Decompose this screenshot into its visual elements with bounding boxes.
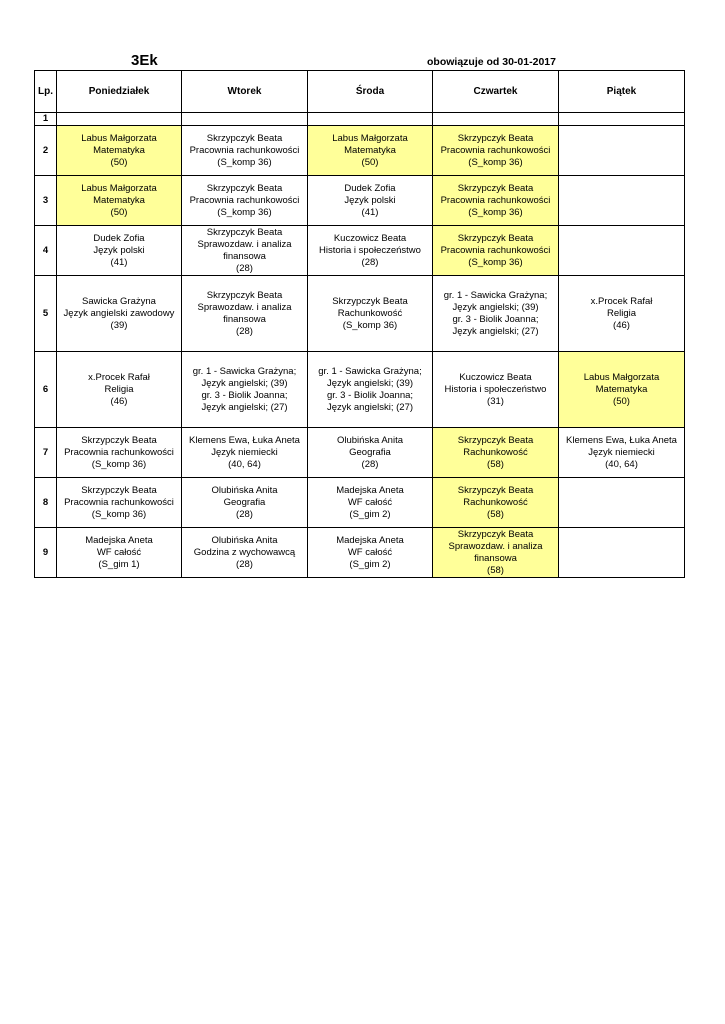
lesson-text-line: WF całość [347,546,393,558]
lesson-cell-wednesday [308,113,433,126]
lesson-text-line: x.Procek Rafał [88,371,150,383]
lesson-text-line: Dudek Zofia [93,232,145,244]
lesson-text-line: Język angielski zawodowy [63,307,175,319]
lesson-cell-wednesday [308,276,433,352]
lesson-text-line: Labus Małgorzata [332,132,408,144]
lesson-cell-tuesday [182,478,308,528]
lesson-text-line: Język niemiecki [211,446,278,458]
lesson-text-line: (S_komp 36) [342,319,398,331]
lesson-text-line: Skrzypczyk Beata [206,132,283,144]
lesson-cell-thursday [433,226,559,276]
lesson-cell-monday [57,113,182,126]
lesson-text-line: Skrzypczyk Beata [206,182,283,194]
column-header-monday: Poniedziałek [57,71,182,113]
lesson-cell-thursday [433,478,559,528]
lesson-cell-monday [57,478,182,528]
lesson-cell-thursday [433,428,559,478]
lesson-text-line: Historia i społeczeństwo [319,244,421,256]
lesson-cell-tuesday [182,226,308,276]
lesson-text-line: (58) [487,508,504,520]
lesson-text-line: (28) [361,256,379,268]
lesson-text-line: Rachunkowość [337,307,403,319]
lesson-number: 8 [35,478,57,528]
lesson-text-line: Pracownia rachunkowości [440,244,551,256]
lesson-text-line: (S_gim 2) [349,558,391,570]
lesson-cell-friday [559,276,685,352]
lesson-cell-monday [57,226,182,276]
column-header-thursday: Czwartek [433,71,559,113]
lesson-cell-friday [559,226,685,276]
lesson-cell-thursday [433,276,559,352]
lesson-text-line: Sprawozdaw. i analiza [197,238,292,250]
lesson-row [35,352,685,428]
lesson-text-line: Język angielski; (39) [201,377,288,389]
lesson-cell-monday [57,176,182,226]
lesson-text-line: Język angielski; (27) [326,401,414,413]
lesson-row [35,428,685,478]
lesson-cell-monday [57,528,182,578]
lesson-text-line: Olubińska Anita [211,534,278,546]
lesson-text-line: (S_komp 36) [468,156,523,168]
lesson-cell-friday [559,352,685,428]
lesson-text-line: Język niemiecki [588,446,655,458]
lesson-text-line: (S_komp 36) [468,206,523,218]
timetable [34,70,685,578]
lesson-text-line: Sprawozdaw. i analiza [197,301,292,313]
lesson-text-line: Madejska Aneta [336,484,404,496]
lesson-text-line: (58) [487,458,504,470]
lesson-text-line: Język angielski; (39) [452,301,539,313]
lesson-cell-thursday [433,528,559,578]
lesson-number: 4 [35,226,57,276]
lesson-text-line: Skrzypczyk Beata [457,528,534,540]
lesson-number: 5 [35,276,57,352]
lesson-cell-tuesday [182,528,308,578]
lesson-cell-friday [559,176,685,226]
lesson-text-line: Język angielski; (27) [452,325,539,337]
lesson-text-line: (40, 64) [228,458,261,470]
lesson-text-line: WF całość [347,496,393,508]
lesson-cell-friday [559,126,685,176]
lesson-cell-wednesday [308,528,433,578]
lesson-text-line: Język polski [93,244,145,256]
lesson-text-line: (50) [613,395,630,407]
lesson-text-line: x.Procek Rafał [590,295,653,307]
lesson-text-line: Rachunkowość [463,496,528,508]
lesson-text-line: finansowa [223,313,266,325]
lesson-cell-thursday [433,176,559,226]
lesson-text-line: Godzina z wychowawcą [193,546,296,558]
lesson-text-line: (S_gim 1) [98,558,140,570]
lesson-text-line: (28) [236,508,253,520]
lesson-row [35,176,685,226]
lesson-cell-friday [559,113,685,126]
lesson-text-line: (28) [236,558,253,570]
lesson-cell-thursday [433,113,559,126]
column-header-friday: Piątek [559,71,685,113]
lesson-number: 7 [35,428,57,478]
lesson-cell-friday [559,528,685,578]
lesson-number: 9 [35,528,57,578]
lesson-cell-tuesday [182,176,308,226]
lesson-text-line: Sprawozdaw. i analiza [448,540,543,552]
lesson-text-line: Język polski [344,194,396,206]
lesson-cell-friday [559,478,685,528]
lesson-text-line: Skrzypczyk Beata [457,434,534,446]
header-row [35,71,685,113]
lesson-text-line: (46) [613,319,630,331]
lesson-text-line: Język angielski; (27) [201,401,288,413]
lesson-cell-tuesday [182,428,308,478]
lesson-text-line: (39) [110,319,128,331]
lesson-text-line: Rachunkowość [463,446,528,458]
lesson-text-line: Matematyka [344,144,396,156]
lesson-text-line: Skrzypczyk Beata [332,295,408,307]
lesson-text-line: Skrzypczyk Beata [457,484,534,496]
lesson-text-line: Matematyka [93,144,145,156]
lesson-text-line: Skrzypczyk Beata [457,132,534,144]
lesson-text-line: Kuczowicz Beata [459,371,532,383]
lesson-row [35,113,685,126]
lesson-number: 3 [35,176,57,226]
lesson-text-line: Język angielski; (39) [326,377,414,389]
lesson-row [35,478,685,528]
lesson-cell-thursday [433,126,559,176]
lesson-text-line: (50) [361,156,379,168]
lesson-text-line: gr. 3 - Biolik Joanna; [201,389,288,401]
lesson-text-line: (S_komp 36) [468,256,523,268]
lesson-text-line: Historia i społeczeństwo [444,383,547,395]
lesson-cell-monday [57,352,182,428]
lesson-text-line: Skrzypczyk Beata [81,484,157,496]
lesson-cell-monday [57,126,182,176]
lesson-text-line: Kuczowicz Beata [333,232,407,244]
lesson-text-line: Dudek Zofia [344,182,396,194]
lesson-text-line: finansowa [474,552,517,564]
lesson-text-line: (S_komp 36) [217,206,272,218]
lesson-cell-wednesday [308,176,433,226]
lesson-text-line: Klemens Ewa, Łuka Aneta [566,434,677,446]
lesson-text-line: (41) [361,206,379,218]
lesson-cell-tuesday [182,113,308,126]
lesson-cell-monday [57,276,182,352]
lesson-text-line: Pracownia rachunkowości [440,194,551,206]
lesson-text-line: Labus Małgorzata [81,182,157,194]
lesson-cell-tuesday [182,126,308,176]
lesson-cell-friday [559,428,685,478]
lesson-text-line: Skrzypczyk Beata [81,434,157,446]
lesson-text-line: Geografia [223,496,266,508]
lesson-text-line: (S_gim 2) [349,508,391,520]
lesson-text-line: (41) [110,256,128,268]
lesson-text-line: gr. 1 - Sawicka Grażyna; [443,289,548,301]
lesson-text-line: gr. 3 - Biolik Joanna; [452,313,539,325]
lesson-cell-wednesday [308,226,433,276]
column-header-wednesday: Środa [308,71,433,113]
lesson-text-line: Sawicka Grażyna [82,295,156,307]
lesson-text-line: Pracownia rachunkowości [64,496,174,508]
lesson-text-line: Olubińska Anita [211,484,278,496]
lesson-number: 1 [35,113,57,126]
lesson-cell-wednesday [308,428,433,478]
lesson-text-line: Madejska Aneta [336,534,404,546]
lesson-text-line: (S_komp 36) [91,508,147,520]
class-title: 3Ek [131,52,158,69]
lesson-text-line: gr. 1 - Sawicka Grażyna; [318,365,422,377]
lesson-text-line: Geografia [349,446,391,458]
lesson-cell-wednesday [308,352,433,428]
lesson-text-line: (50) [110,156,128,168]
lesson-text-line: (S_komp 36) [91,458,147,470]
lesson-row [35,126,685,176]
valid-from-date: obowiązuje od 30-01-2017 [427,56,556,68]
lesson-text-line: Matematyka [595,383,648,395]
lesson-text-line: (28) [361,458,379,470]
lesson-text-line: gr. 1 - Sawicka Grażyna; [192,365,297,377]
lesson-row [35,528,685,578]
lesson-row [35,276,685,352]
lesson-text-line: Skrzypczyk Beata [206,289,283,301]
lesson-text-line: gr. 3 - Biolik Joanna; [326,389,414,401]
lesson-cell-monday [57,428,182,478]
lesson-text-line: finansowa [223,250,266,262]
lesson-text-line: Labus Małgorzata [81,132,157,144]
lesson-cell-tuesday [182,276,308,352]
lesson-cell-wednesday [308,478,433,528]
lesson-text-line: Pracownia rachunkowości [440,144,551,156]
lesson-text-line: Pracownia rachunkowości [189,144,300,156]
lesson-text-line: (31) [487,395,504,407]
lesson-text-line: Skrzypczyk Beata [206,226,283,238]
lesson-text-line: Matematyka [93,194,145,206]
lesson-text-line: Religia [104,383,134,395]
lesson-text-line: Olubińska Anita [336,434,403,446]
lesson-text-line: Labus Małgorzata [583,371,660,383]
lesson-cell-thursday [433,352,559,428]
lesson-text-line: (S_komp 36) [217,156,272,168]
lesson-text-line: (46) [110,395,128,407]
lesson-text-line: (50) [110,206,128,218]
lesson-number: 6 [35,352,57,428]
lesson-text-line: WF całość [96,546,142,558]
lesson-text-line: Skrzypczyk Beata [457,182,534,194]
lesson-number: 2 [35,126,57,176]
lesson-text-line: Pracownia rachunkowości [64,446,174,458]
lesson-text-line: Skrzypczyk Beata [457,232,534,244]
lesson-text-line: (28) [236,262,253,274]
lesson-text-line: (40, 64) [605,458,638,470]
lesson-cell-wednesday [308,126,433,176]
column-header-tuesday: Wtorek [182,71,308,113]
lesson-cell-tuesday [182,352,308,428]
lesson-row [35,226,685,276]
lesson-text-line: (28) [236,325,253,337]
lesson-text-line: Religia [606,307,637,319]
lesson-text-line: (58) [487,564,504,576]
column-header-lp: Lp. [35,71,57,113]
lesson-text-line: Klemens Ewa, Łuka Aneta [189,434,300,446]
lesson-text-line: Pracownia rachunkowości [189,194,300,206]
lesson-text-line: Madejska Aneta [85,534,153,546]
